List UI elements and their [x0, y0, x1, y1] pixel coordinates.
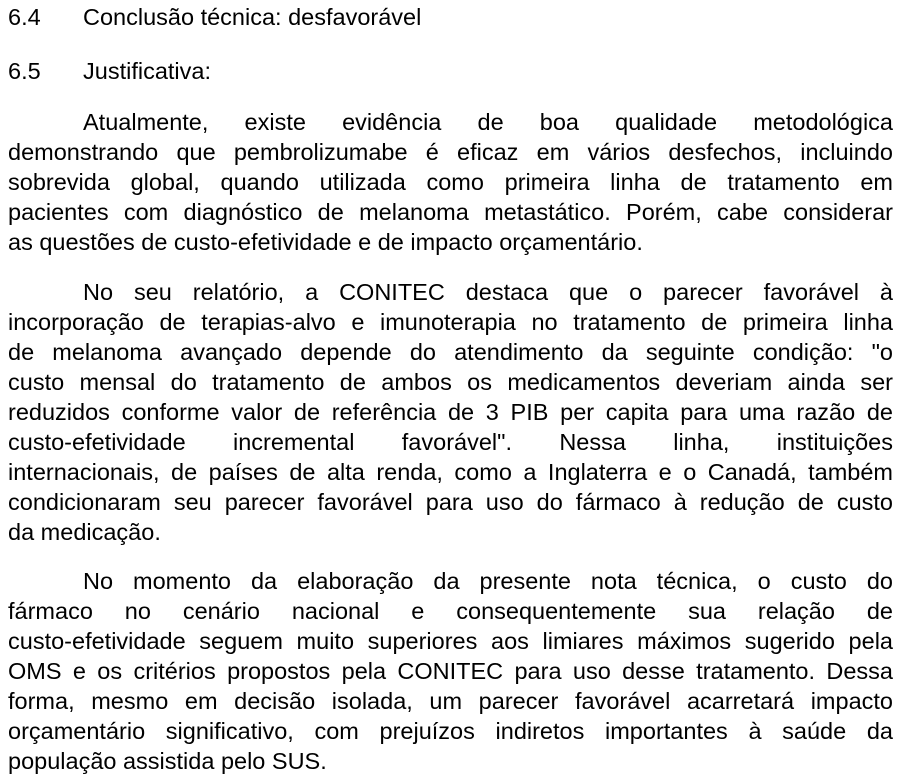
- section-number: 6.4: [8, 4, 41, 30]
- paragraph-2: [8, 277, 893, 547]
- paragraph-line: pacientes com diagnóstico de melanoma metastático. Porém, cabe considerar: [8, 199, 893, 225]
- paragraph-line: custo mensal do tratamento de ambos os medicamentos deveriam ainda ser: [8, 369, 893, 395]
- section-heading-6-4: [8, 2, 421, 32]
- paragraph-line: da medicação.: [8, 519, 161, 545]
- paragraph-line: internacionais, de países de alta renda, como a Inglaterra e o Canadá, também: [8, 459, 893, 485]
- paragraph-line: demonstrando que pembrolizumabe é eficaz em vários desfechos, incluindo: [8, 139, 893, 165]
- section-title: Conclusão técnica: desfavorável: [83, 4, 422, 30]
- paragraph-3: [8, 566, 893, 776]
- section-title: Justificativa:: [83, 58, 211, 84]
- paragraph-1: [8, 107, 893, 257]
- paragraph-line: as questões de custo-efetividade e de impacto orçamentário.: [8, 229, 643, 255]
- paragraph-line: de melanoma avançado depende do atendimento da seguinte condição: "o: [8, 339, 893, 365]
- section-heading-6-5: [8, 56, 211, 86]
- section-number: 6.5: [8, 58, 41, 84]
- paragraph-line: sobrevida global, quando utilizada como primeira linha de tratamento em: [8, 169, 893, 195]
- paragraph-line: custo-efetividade incremental favorável". Nessa linha, instituições: [8, 429, 893, 455]
- paragraph-line: forma, mesmo em decisão isolada, um parecer favorável acarretará impacto: [8, 688, 893, 714]
- paragraph-line: condicionaram seu parecer favorável para uso do fármaco à redução de custo: [8, 489, 893, 515]
- paragraph-line: população assistida pelo SUS.: [8, 748, 327, 774]
- paragraph-line: reduzidos conforme valor de referência de 3 PIB per capita para uma razão de: [8, 399, 893, 425]
- paragraph-line: custo-efetividade seguem muito superiores aos limiares máximos sugerido pela: [8, 628, 893, 654]
- paragraph-line: fármaco no cenário nacional e consequentemente sua relação de: [8, 598, 893, 624]
- paragraph-line: OMS e os critérios propostos pela CONITEC para uso desse tratamento. Dessa: [8, 658, 893, 684]
- paragraph-line: Atualmente, existe evidência de boa qualidade metodológica: [83, 109, 893, 135]
- paragraph-line: No momento da elaboração da presente nota técnica, o custo do: [83, 568, 893, 594]
- paragraph-line: incorporação de terapias-alvo e imunoterapia no tratamento de primeira linha: [8, 309, 893, 335]
- paragraph-line: No seu relatório, a CONITEC destaca que o parecer favorável à: [83, 279, 893, 305]
- paragraph-line: orçamentário significativo, com prejuízos indiretos importantes à saúde da: [8, 718, 893, 744]
